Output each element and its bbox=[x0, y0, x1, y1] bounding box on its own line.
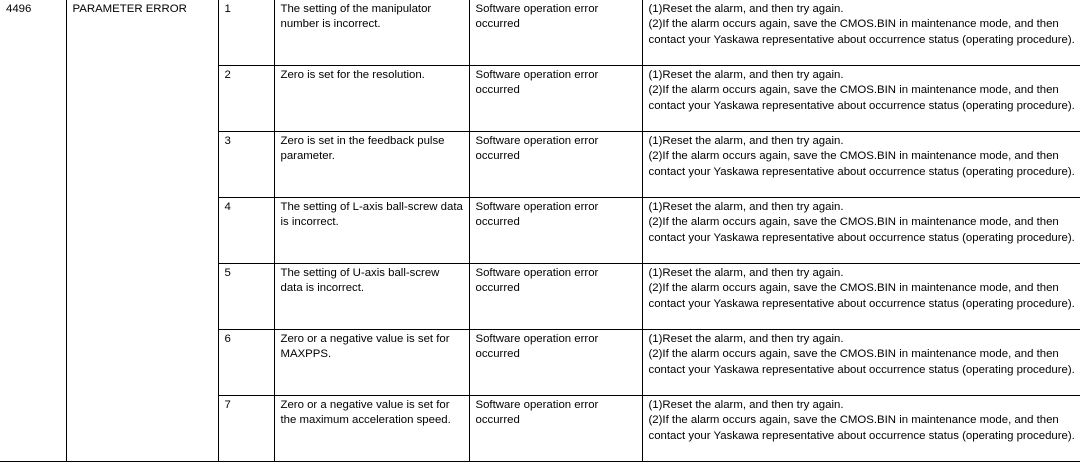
alarm-name-cell bbox=[66, 264, 218, 330]
table-row bbox=[0, 330, 1080, 396]
table-row bbox=[0, 396, 1080, 462]
sub-code-cell: 1 bbox=[218, 0, 274, 66]
remedy-cell bbox=[642, 264, 1080, 330]
remedy-step-2: (2)If the alarm occurs again, save the CMOS.BIN in maintenance mode, and then contact your Yaskawa representative about occurrence status (operating procedure). bbox=[648, 216, 1075, 244]
alarm-code-cell bbox=[0, 0, 66, 66]
remedy-step-1: (1)Reset the alarm, and then try again. bbox=[648, 399, 844, 411]
table-row bbox=[0, 66, 1080, 132]
alarm-code-cell bbox=[0, 264, 66, 330]
alarm-name-cell bbox=[66, 198, 218, 264]
alarm-code-cell bbox=[0, 132, 66, 198]
remedy-step-2: (2)If the alarm occurs again, save the CMOS.BIN in maintenance mode, and then contact your Yaskawa representative about occurrence status (operating procedure). bbox=[648, 414, 1075, 442]
cause-cell: Software operation error occurred bbox=[469, 66, 642, 132]
remedy-cell bbox=[642, 0, 1080, 66]
cause-cell: Software operation error occurred bbox=[469, 198, 642, 264]
meaning-cell: The setting of U-axis ball-screw data is incorrect. bbox=[274, 264, 469, 330]
remedy-step-1: (1)Reset the alarm, and then try again. bbox=[648, 333, 844, 345]
cause-cell: Software operation error occurred bbox=[469, 0, 642, 66]
remedy-cell bbox=[642, 198, 1080, 264]
sub-code-cell: 2 bbox=[218, 66, 274, 132]
alarm-code-cell bbox=[0, 198, 66, 264]
meaning-cell: Zero is set in the feedback pulse parameter. bbox=[274, 132, 469, 198]
remedy-step-1: (1)Reset the alarm, and then try again. bbox=[648, 135, 844, 147]
remedy-cell bbox=[642, 396, 1080, 462]
remedy-step-2: (2)If the alarm occurs again, save the CMOS.BIN in maintenance mode, and then contact your Yaskawa representative about occurrence status (operating procedure). bbox=[648, 18, 1075, 46]
cause-cell: Software operation error occurred bbox=[469, 396, 642, 462]
remedy-cell bbox=[642, 330, 1080, 396]
remedy-step-1: (1)Reset the alarm, and then try again. bbox=[648, 69, 844, 81]
sub-code-cell: 4 bbox=[218, 198, 274, 264]
table-row bbox=[0, 132, 1080, 198]
alarm-code-cell bbox=[0, 66, 66, 132]
meaning-cell: The setting of the manipulator number is incorrect. bbox=[274, 0, 469, 66]
table-row bbox=[0, 264, 1080, 330]
alarm-name-cell bbox=[66, 66, 218, 132]
table-row bbox=[0, 198, 1080, 264]
alarm-name-cell bbox=[66, 396, 218, 462]
remedy-step-2: (2)If the alarm occurs again, save the CMOS.BIN in maintenance mode, and then contact your Yaskawa representative about occurrence status (operating procedure). bbox=[648, 348, 1075, 376]
meaning-cell: Zero or a negative value is set for MAXPPS. bbox=[274, 330, 469, 396]
cause-cell: Software operation error occurred bbox=[469, 132, 642, 198]
remedy-step-1: (1)Reset the alarm, and then try again. bbox=[648, 201, 844, 213]
alarm-code: 4496 bbox=[6, 3, 32, 15]
remedy-step-2: (2)If the alarm occurs again, save the CMOS.BIN in maintenance mode, and then contact your Yaskawa representative about occurrence status (operating procedure). bbox=[648, 84, 1075, 112]
meaning-cell: The setting of L-axis ball-screw data is incorrect. bbox=[274, 198, 469, 264]
table-row bbox=[0, 0, 1080, 66]
remedy-cell bbox=[642, 66, 1080, 132]
sub-code-cell: 3 bbox=[218, 132, 274, 198]
cause-cell: Software operation error occurred bbox=[469, 264, 642, 330]
remedy-step-1: (1)Reset the alarm, and then try again. bbox=[648, 3, 844, 15]
sub-code-cell: 5 bbox=[218, 264, 274, 330]
remedy-step-2: (2)If the alarm occurs again, save the CMOS.BIN in maintenance mode, and then contact your Yaskawa representative about occurrence status (operating procedure). bbox=[648, 282, 1075, 310]
sub-code-cell: 7 bbox=[218, 396, 274, 462]
alarm-name-cell bbox=[66, 0, 218, 66]
alarm-code-cell bbox=[0, 396, 66, 462]
remedy-cell bbox=[642, 132, 1080, 198]
remedy-step-1: (1)Reset the alarm, and then try again. bbox=[648, 267, 844, 279]
meaning-cell: Zero or a negative value is set for the maximum acceleration speed. bbox=[274, 396, 469, 462]
sub-code-cell: 6 bbox=[218, 330, 274, 396]
alarm-name: PARAMETER ERROR bbox=[72, 3, 187, 15]
meaning-cell: Zero is set for the resolution. bbox=[274, 66, 469, 132]
alarm-name-cell bbox=[66, 330, 218, 396]
alarm-code-cell bbox=[0, 330, 66, 396]
cause-cell: Software operation error occurred bbox=[469, 330, 642, 396]
alarm-name-cell bbox=[66, 132, 218, 198]
remedy-step-2: (2)If the alarm occurs again, save the CMOS.BIN in maintenance mode, and then contact your Yaskawa representative about occurrence status (operating procedure). bbox=[648, 150, 1075, 178]
